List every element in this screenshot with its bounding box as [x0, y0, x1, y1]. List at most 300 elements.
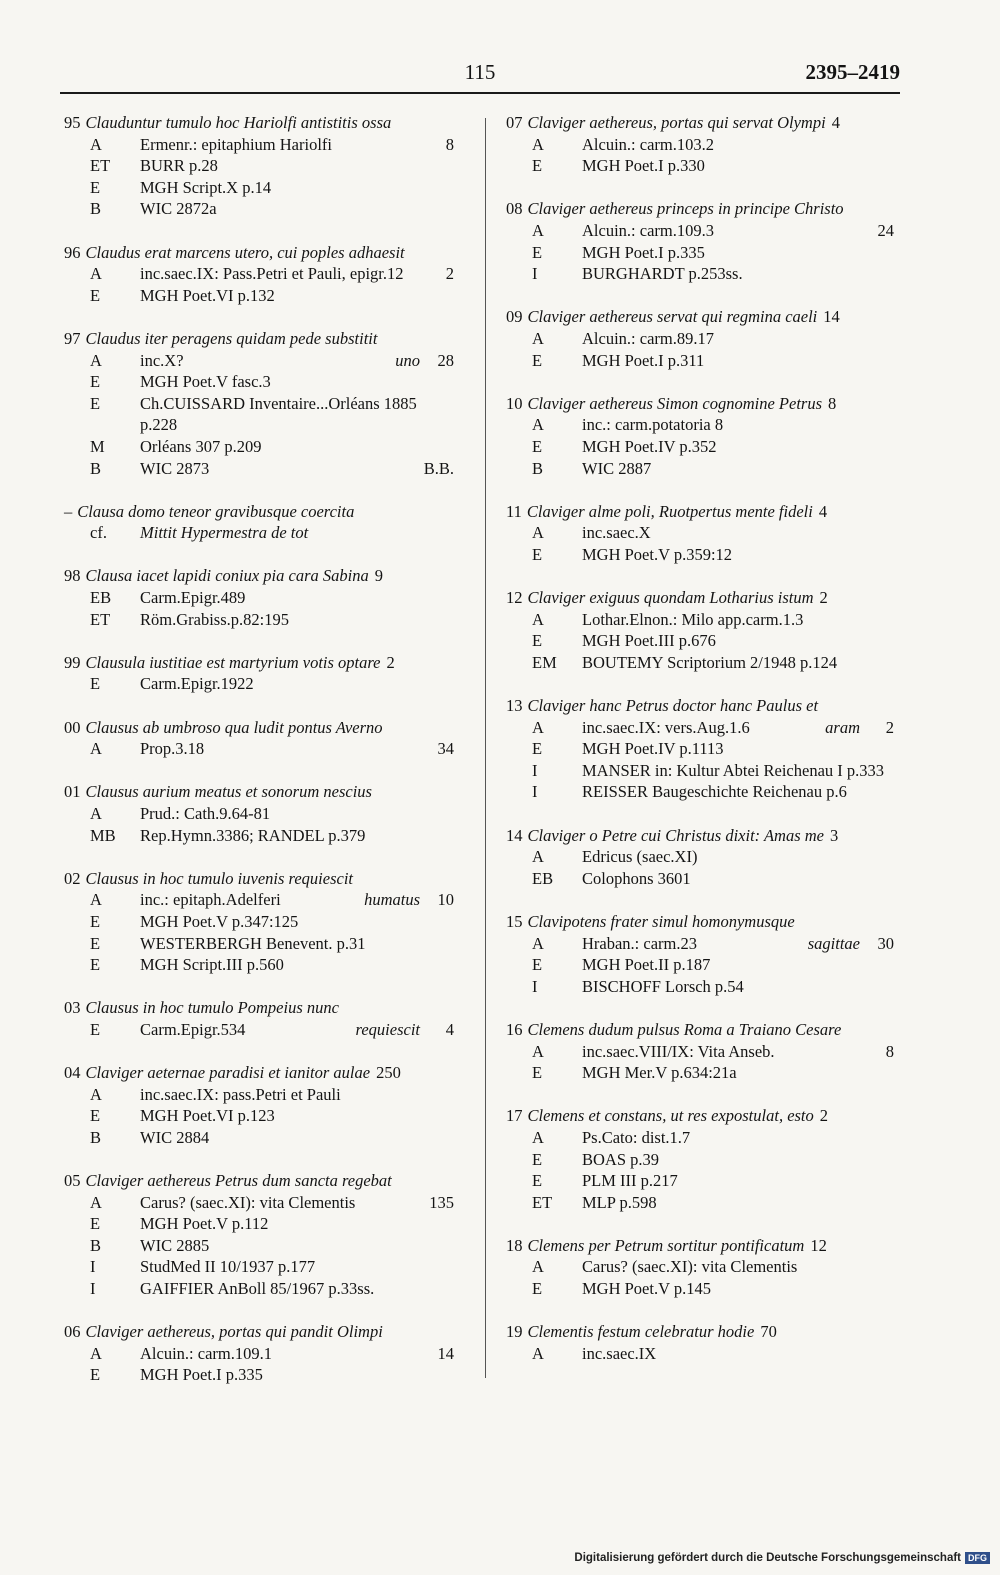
incipit-text: Clementis festum celebratur hodie	[527, 1322, 755, 1342]
reference-text: inc.: epitaph.Adelferi	[140, 890, 281, 910]
reference-line	[64, 954, 454, 976]
index-entry	[64, 565, 454, 630]
entry-number: 06	[64, 1322, 81, 1342]
reference-text: BOUTEMY Scriptorium 2/1948 p.124	[582, 652, 838, 672]
reference-code: E	[90, 372, 101, 392]
reference-line	[64, 285, 454, 307]
entry-number: 03	[64, 998, 81, 1018]
reference-code: E	[532, 739, 543, 759]
reference-text: StudMed II 10/1937 p.177	[140, 1257, 316, 1277]
reference-code: M	[90, 436, 105, 456]
reference-text: inc.saec.IX: pass.Petri et Pauli	[140, 1084, 341, 1104]
reference-text: WIC 2887	[582, 458, 652, 478]
reference-text: BURGHARDT p.253ss.	[582, 264, 743, 284]
entry-incipit	[64, 1170, 454, 1192]
index-entry	[64, 1170, 454, 1300]
entry-number: 11	[506, 501, 522, 521]
reference-line	[64, 1213, 454, 1235]
incipit-text: Claviger aethereus, portas qui servat Olympi	[527, 113, 826, 132]
reference-line	[64, 1105, 454, 1127]
entry-incipit	[506, 1235, 894, 1257]
reference-line	[506, 868, 894, 890]
reference-code: A	[90, 1084, 102, 1104]
entry-incipit	[64, 112, 454, 134]
reference-code: E	[532, 156, 543, 176]
reference-code: A	[532, 1257, 544, 1277]
reference-text: inc.saec.VIII/IX: Vita Anseb.	[582, 1041, 775, 1061]
reference-text: Ermenr.: epitaphium Hariolfi	[140, 134, 332, 154]
reference-code: A	[532, 1041, 544, 1061]
incipit-text: Clauduntur tumulo hoc Hariolfi antistitis ossa	[85, 113, 392, 132]
index-entry	[506, 825, 894, 890]
reference-code: B	[532, 458, 544, 478]
index-entry	[64, 717, 454, 760]
entry-incipit	[506, 587, 894, 609]
reference-code: cf.	[90, 523, 107, 543]
reference-code: ET	[90, 156, 111, 176]
entry-number: 00	[64, 717, 81, 737]
incipit-text: Claviger exiguus quondam Lotharius istum	[527, 588, 814, 608]
entry-number: 99	[64, 652, 81, 672]
reference-code: A	[90, 264, 102, 284]
reference-line	[506, 544, 894, 566]
reference-text: WIC 2873	[140, 458, 210, 478]
entry-number: 01	[64, 782, 81, 802]
incipit-text: Claviger alme poli, Ruotpertus mente fideli	[526, 501, 813, 521]
reference-code: E	[90, 911, 101, 931]
index-entry	[64, 781, 454, 846]
entry-incipit	[64, 652, 454, 674]
entry-number: 18	[506, 1235, 523, 1255]
reference-text: MGH Poet.IV p.352	[582, 436, 717, 456]
reference-code: B	[90, 199, 102, 219]
reference-text: MANSER in: Kultur Abtei Reichenau I p.333	[582, 760, 885, 780]
entry-number: 02	[64, 868, 81, 888]
reference-text: Mittit Hypermestra de tot	[140, 523, 309, 543]
reference-line	[64, 889, 454, 911]
reference-line	[506, 652, 894, 674]
index-entry	[64, 112, 454, 220]
reference-line	[506, 155, 894, 177]
reference-line	[506, 1062, 894, 1084]
reference-text: MGH Poet.III p.676	[582, 631, 716, 651]
reference-code: ET	[532, 1192, 553, 1212]
reference-line	[64, 134, 454, 156]
reference-text: Edricus (saec.XI)	[582, 847, 698, 867]
reference-text: MGH Poet.I p.335	[582, 242, 705, 262]
reference-text: Hraban.: carm.23	[582, 933, 697, 953]
reference-line	[64, 1235, 454, 1257]
reference-line	[64, 911, 454, 933]
page-header	[60, 56, 900, 92]
index-entry	[64, 1062, 454, 1148]
entry-number: 96	[64, 242, 81, 262]
reference-code: A	[90, 804, 102, 823]
entry-incipit	[64, 565, 454, 587]
verse-count: 8	[885, 1041, 894, 1061]
reference-code: E	[90, 674, 101, 694]
reference-text: Alcuin.: carm.103.2	[582, 134, 714, 154]
incipit-text: Clemens et constans, ut res expostulat, esto	[527, 1106, 814, 1126]
incipit-ending: aram	[825, 717, 860, 737]
entry-incipit	[64, 1062, 454, 1084]
reference-text: Carus? (saec.XI): vita Clementis	[140, 1192, 356, 1212]
entry-number: 98	[64, 566, 81, 586]
reference-line	[506, 1278, 894, 1300]
index-entry	[506, 1105, 894, 1213]
reference-line	[506, 781, 894, 803]
entry-range: 2395–2419	[805, 60, 900, 84]
reference-line	[506, 609, 894, 631]
incipit-text: Clausula iustitiae est martyrium votis optare	[85, 652, 381, 672]
reference-text: BOAS p.39	[582, 1149, 660, 1169]
entry-incipit	[506, 911, 894, 933]
entry-incipit	[506, 501, 894, 523]
reference-line	[64, 350, 454, 372]
footer	[574, 1552, 990, 1564]
reference-code: I	[532, 782, 538, 802]
reference-text: Carm.Epigr.534	[140, 1019, 246, 1039]
reference-line	[64, 522, 454, 544]
reference-code: A	[532, 523, 544, 543]
reference-code: EB	[532, 868, 554, 888]
verse-count: 24	[877, 220, 894, 240]
reference-code: A	[90, 134, 102, 154]
line-tail	[876, 220, 894, 242]
reference-line	[506, 738, 894, 760]
reference-text: inc.: carm.potatoria 8	[582, 415, 724, 435]
verse-count: 30	[877, 933, 894, 953]
verse-count: 135	[429, 1192, 454, 1212]
incipit-text: Clausa domo teneor gravibusque coercita	[77, 501, 355, 521]
entry-incipit	[64, 328, 454, 350]
reference-line	[506, 522, 894, 544]
reference-code: EB	[90, 588, 112, 608]
entry-incipit	[506, 1019, 894, 1041]
entry-incipit	[64, 1321, 454, 1343]
reference-code: E	[532, 350, 543, 370]
reference-text: inc.saec.IX: Pass.Petri et Pauli, epigr.12	[140, 264, 404, 284]
left-column	[64, 112, 454, 1408]
reference-code: A	[532, 717, 544, 737]
verse-count: 2	[885, 717, 894, 737]
verse-count: 12	[810, 1235, 827, 1255]
reference-text: MGH Poet.VI p.123	[140, 1106, 275, 1126]
incipit-text: Claviger o Petre cui Christus dixit: Amas me	[527, 825, 825, 845]
entry-number: 19	[506, 1322, 523, 1342]
incipit-text: Claviger aethereus servat qui regmina caeli	[527, 307, 818, 327]
reference-line	[506, 328, 894, 350]
entry-incipit	[506, 393, 894, 415]
line-tail	[395, 350, 454, 372]
incipit-ending: sagittae	[807, 933, 860, 953]
reference-text: MGH Poet.II p.187	[582, 955, 711, 975]
verse-count: 8	[828, 393, 837, 413]
reference-line	[64, 933, 454, 955]
reference-line	[64, 198, 454, 220]
reference-code: A	[90, 890, 102, 910]
reference-line	[64, 155, 454, 177]
reference-text: MGH Poet.VI p.132	[140, 285, 275, 305]
index-entry	[506, 198, 894, 284]
reference-line	[64, 1364, 454, 1386]
reference-text: Prop.3.18	[140, 739, 205, 759]
incipit-text: Claviger hanc Petrus doctor hanc Paulus et	[527, 696, 819, 716]
reference-text: WESTERBERGH Benevent. p.31	[140, 933, 366, 953]
reference-code: E	[90, 1214, 101, 1234]
reference-line	[506, 1170, 894, 1192]
index-entry	[64, 1321, 454, 1386]
reference-text: Alcuin.: carm.89.17	[582, 328, 714, 348]
entry-number: 97	[64, 328, 81, 348]
verse-count: 70	[760, 1322, 777, 1342]
index-entry	[506, 306, 894, 371]
index-entry	[64, 328, 454, 479]
reference-code: E	[90, 393, 101, 413]
reference-line	[64, 825, 454, 847]
verse-count: 2	[819, 1106, 829, 1126]
reference-line	[506, 1256, 894, 1278]
reference-code: A	[532, 134, 544, 154]
reference-text: MGH Poet.V p.347:125	[140, 911, 299, 931]
index-entry	[506, 1019, 894, 1084]
index-entry	[506, 1235, 894, 1300]
incipit-text: Clausus in hoc tumulo Pompeius nunc	[85, 998, 339, 1018]
incipit-text: Clausus aurium meatus et sonorum nescius	[85, 782, 372, 802]
entry-incipit	[506, 1321, 894, 1343]
page-number: 115	[464, 60, 496, 84]
reference-code: E	[90, 955, 101, 975]
reference-line	[64, 371, 454, 393]
reference-code: A	[532, 933, 544, 953]
index-entry	[506, 393, 894, 479]
entry-incipit	[506, 112, 894, 134]
reference-text: Orléans 307 p.209	[140, 436, 262, 456]
verse-count: 10	[437, 890, 454, 910]
reference-line	[64, 587, 454, 609]
reference-text: BURR p.28	[140, 156, 218, 176]
reference-line	[506, 263, 894, 285]
incipit-text: Claudus iter peragens quidam pede substitit	[85, 328, 378, 348]
reference-code: E	[532, 955, 543, 975]
index-entry	[64, 501, 454, 544]
verse-count: 9	[374, 566, 383, 586]
entry-incipit	[506, 1105, 894, 1127]
line-tail	[364, 889, 454, 911]
verse-count: 8	[445, 134, 454, 154]
reference-code: E	[90, 1365, 101, 1385]
reference-text: Röm.Grabiss.p.82:195	[140, 609, 289, 629]
entry-number: 05	[64, 1171, 81, 1191]
reference-text: MGH Poet.I p.335	[140, 1365, 263, 1385]
reference-code: I	[90, 1279, 96, 1299]
verse-count: 28	[437, 350, 454, 370]
reference-code: E	[532, 631, 543, 651]
reference-line	[506, 1127, 894, 1149]
index-entry	[64, 242, 454, 307]
reference-code: E	[532, 436, 543, 456]
reference-text: Alcuin.: carm.109.1	[140, 1343, 272, 1363]
entry-number: 04	[64, 1063, 81, 1083]
reference-line	[506, 242, 894, 264]
line-tail	[436, 134, 454, 156]
entry-number: 16	[506, 1019, 523, 1039]
incipit-ending: uno	[395, 350, 420, 370]
reference-text: WIC 2885	[140, 1235, 210, 1255]
reference-text: Ch.CUISSARD Inventaire...Orléans 1885 p.228	[140, 393, 417, 435]
verse-count: B.B.	[423, 458, 454, 478]
verse-count: 2	[386, 652, 395, 672]
entry-incipit	[64, 501, 454, 523]
index-entry	[506, 587, 894, 673]
reference-text: Colophons 3601	[582, 868, 691, 888]
verse-count: 4	[818, 501, 828, 521]
reference-line	[64, 803, 454, 825]
reference-text: BISCHOFF Lorsch p.54	[582, 976, 744, 996]
reference-text: MGH Poet.V p.359:12	[582, 544, 733, 564]
incipit-text: Claviger aeternae paradisi et ianitor aulae	[85, 1063, 371, 1083]
reference-text: MGH Poet.V p.112	[140, 1214, 269, 1234]
reference-code: E	[532, 242, 543, 262]
incipit-text: Clemens per Petrum sortitur pontificatum	[527, 1235, 805, 1255]
header-rule	[60, 92, 900, 94]
index-entry	[506, 1321, 894, 1364]
reference-text: MGH Script.III p.560	[140, 955, 284, 975]
reference-line	[64, 673, 454, 695]
reference-text: Ps.Cato: dist.1.7	[582, 1127, 691, 1147]
entry-number: 12	[506, 588, 523, 608]
reference-line	[64, 458, 454, 480]
reference-code: B	[90, 1127, 102, 1147]
reference-text: MGH Poet.V p.145	[582, 1279, 711, 1299]
reference-text: MGH Poet.V fasc.3	[140, 372, 271, 392]
reference-code: E	[532, 1149, 543, 1169]
index-entry	[64, 868, 454, 976]
reference-line	[64, 177, 454, 199]
incipit-ending: requiescit	[355, 1019, 420, 1039]
reference-code: I	[90, 1257, 96, 1277]
reference-text: Prud.: Cath.9.64-81	[140, 804, 271, 823]
reference-line	[506, 954, 894, 976]
reference-code: A	[532, 1127, 544, 1147]
index-entry	[64, 997, 454, 1040]
incipit-text: Claviger aethereus Petrus dum sancta regebat	[85, 1171, 392, 1191]
reference-code: A	[90, 739, 102, 759]
reference-code: A	[532, 609, 544, 629]
line-tail	[876, 1041, 894, 1063]
entry-incipit	[64, 242, 454, 264]
reference-code: A	[532, 847, 544, 867]
reference-text: inc.saec.IX: vers.Aug.1.6	[582, 717, 750, 737]
reference-line	[506, 134, 894, 156]
reference-code: B	[90, 458, 102, 478]
entry-number: 09	[506, 307, 523, 327]
reference-code: B	[90, 1235, 102, 1255]
reference-line	[506, 350, 894, 372]
reference-text: Rep.Hymn.3386; RANDEL p.379	[140, 825, 366, 845]
reference-code: EM	[532, 652, 557, 672]
entry-incipit	[506, 695, 894, 717]
entry-incipit	[64, 717, 454, 739]
reference-text: MLP p.598	[582, 1192, 657, 1212]
incipit-text: Clausus ab umbroso qua ludit pontus Averno	[85, 717, 383, 737]
entry-incipit	[64, 997, 454, 1019]
entry-number: 17	[506, 1106, 523, 1126]
reference-code: A	[532, 220, 544, 240]
index-entry	[506, 695, 894, 803]
entry-incipit	[506, 825, 894, 847]
reference-line	[506, 630, 894, 652]
reference-line	[64, 1192, 454, 1214]
entry-number: –	[64, 501, 73, 521]
reference-line	[506, 760, 894, 782]
incipit-text: Claudus erat marcens utero, cui poples adhaesit	[85, 242, 405, 262]
entry-number: 07	[506, 113, 523, 132]
reference-line	[64, 1278, 454, 1300]
reference-text: MGH Script.X p.14	[140, 177, 272, 197]
reference-code: ET	[90, 609, 111, 629]
reference-line	[64, 609, 454, 631]
reference-text: Carm.Epigr.489	[140, 588, 246, 608]
entry-incipit	[506, 198, 894, 220]
reference-line	[64, 393, 454, 436]
line-tail	[424, 458, 454, 480]
reference-code: A	[90, 1343, 102, 1363]
reference-text: PLM III p.217	[582, 1171, 678, 1191]
verse-count: 4	[445, 1019, 454, 1039]
reference-line	[64, 263, 454, 285]
footer-credit: Digitalisierung gefördert durch die Deutsche Forschungsgemeinschaft	[574, 1552, 961, 1564]
entry-number: 08	[506, 199, 523, 219]
index-entry	[64, 652, 454, 695]
reference-line	[506, 933, 894, 955]
verse-count: 14	[823, 307, 840, 327]
column-divider	[485, 118, 486, 1378]
entry-number: 95	[64, 113, 81, 132]
reference-text: Alcuin.: carm.109.3	[582, 220, 714, 240]
reference-line	[506, 846, 894, 868]
line-tail	[436, 263, 454, 285]
reference-line	[506, 436, 894, 458]
entry-number: 14	[506, 825, 523, 845]
reference-code: I	[532, 760, 538, 780]
reference-code: A	[90, 1192, 102, 1212]
entry-incipit	[64, 868, 454, 890]
incipit-text: Clausa iacet lapidi coniux pia cara Sabina	[85, 566, 369, 586]
reference-line	[506, 1149, 894, 1171]
reference-code: E	[90, 177, 101, 197]
reference-code: A	[90, 350, 102, 370]
entry-incipit	[64, 781, 454, 803]
entry-incipit	[506, 306, 894, 328]
reference-line	[506, 1041, 894, 1063]
reference-code: E	[532, 1279, 543, 1299]
reference-code: E	[532, 1171, 543, 1191]
line-tail	[825, 717, 894, 739]
reference-code: A	[532, 1343, 544, 1363]
verse-count: 14	[437, 1343, 454, 1363]
reference-code: E	[90, 933, 101, 953]
line-tail	[436, 1343, 454, 1365]
reference-line	[506, 1192, 894, 1214]
incipit-text: Claviger aethereus Simon cognomine Petrus	[527, 393, 823, 413]
reference-text: Carm.Epigr.1922	[140, 674, 254, 694]
reference-line	[506, 220, 894, 242]
reference-line	[506, 458, 894, 480]
reference-line	[64, 1343, 454, 1365]
reference-line	[506, 414, 894, 436]
reference-code: MB	[90, 825, 116, 845]
